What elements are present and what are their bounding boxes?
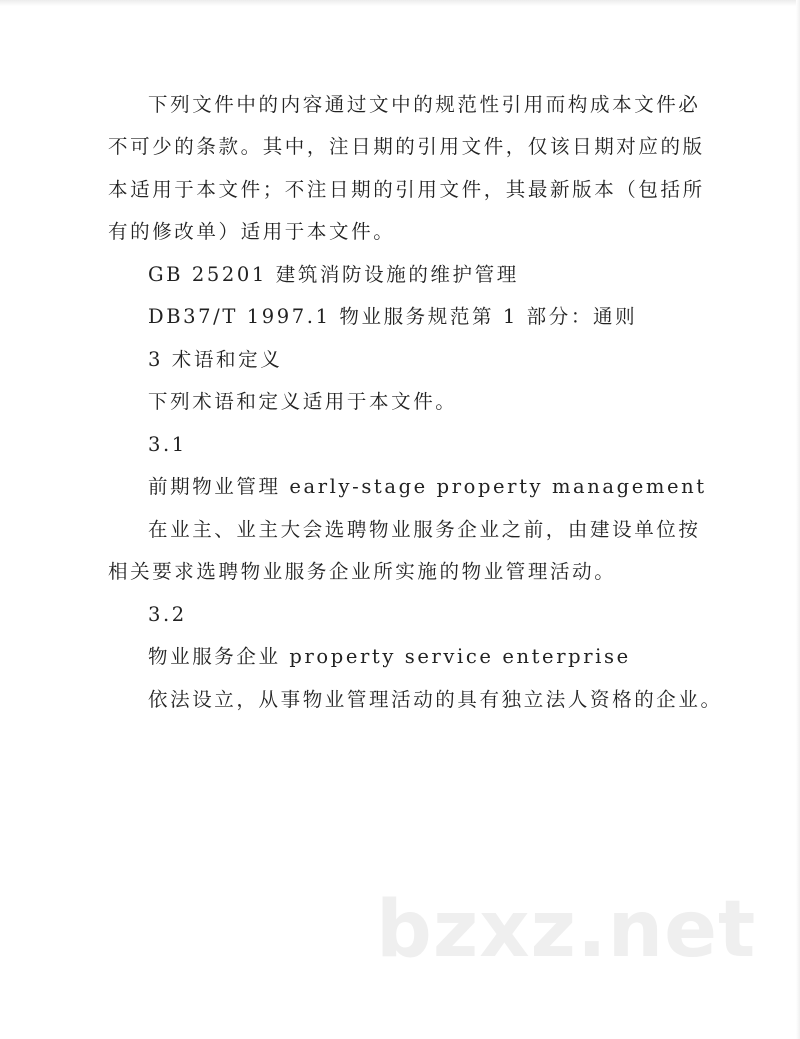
term-number-3-2: 3.2 [148, 603, 187, 626]
section-heading-terms-definitions: 3 术语和定义 [148, 348, 283, 371]
paragraph-normative-references-line-4: 有的修改单）适用于本文件。 [108, 220, 396, 243]
term-title-property-service-enterprise: 物业服务企业 property service enterprise [148, 645, 631, 668]
watermark-logo: bzxz.net [376, 885, 757, 975]
reference-db37-t-1997-1: DB37/T 1997.1 物业服务规范第 1 部分：通则 [148, 305, 638, 328]
paragraph-normative-references-line-1: 下列文件中的内容通过文中的规范性引用而构成本文件必 [148, 93, 701, 116]
paragraph-normative-references-line-3: 本适用于本文件；不注日期的引用文件，其最新版本（包括所 [108, 178, 705, 201]
paragraph-normative-references-line-2: 不可少的条款。其中，注日期的引用文件，仅该日期对应的版 [108, 135, 705, 158]
page-right-edge [796, 0, 800, 1039]
term-definition-3-1-line-2: 相关要求选聘物业服务企业所实施的物业管理活动。 [108, 560, 617, 583]
page-top-edge [0, 0, 800, 6]
term-definition-3-2: 依法设立，从事物业管理活动的具有独立法人资格的企业。 [148, 688, 723, 711]
term-number-3-1: 3.1 [148, 433, 187, 456]
paragraph-terms-intro: 下列术语和定义适用于本文件。 [148, 390, 458, 413]
term-title-early-stage-property-management: 前期物业管理 early-stage property management [148, 475, 707, 498]
term-definition-3-1-line-1: 在业主、业主大会选聘物业服务企业之前，由建设单位按 [148, 518, 701, 541]
reference-gb-25201: GB 25201 建筑消防设施的维护管理 [148, 263, 519, 286]
